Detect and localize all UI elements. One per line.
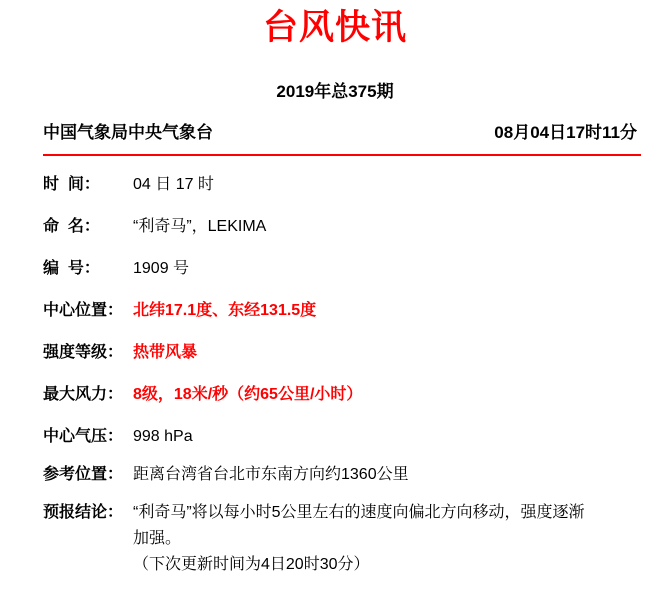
- field-row-center-position: [43, 301, 640, 321]
- page-title: 台风快讯: [262, 8, 407, 47]
- field-label-forecast: 预报结论：: [43, 504, 124, 521]
- field-label-center-pressure: 中心气压：: [43, 428, 124, 445]
- field-value-name: “利奇马”，LEKIMA: [133, 218, 267, 235]
- field-label-max-wind: 最大风力：: [43, 386, 124, 403]
- field-value-intensity: 热带风暴: [133, 344, 198, 361]
- issue-number: 2019年总375期: [276, 82, 394, 101]
- field-row-max-wind: [43, 385, 640, 405]
- field-row-number: [43, 259, 640, 279]
- forecast-line-1: “利奇马”将以每小时5公里左右的速度向偏北方向移动，强度逐渐: [133, 504, 585, 521]
- typhoon-bulletin-document: [0, 10, 670, 589]
- divider-line: [43, 154, 641, 156]
- field-value-reference-position: 距离台湾省台北市东南方向约1360公里: [133, 466, 409, 483]
- bulletin-fields: [0, 175, 670, 578]
- field-row-center-pressure: [43, 427, 640, 447]
- field-value-center-position: 北纬17.1度、东经131.5度: [133, 302, 317, 319]
- field-label-number: 编 号：: [43, 260, 100, 277]
- field-label-center-position: 中心位置：: [43, 302, 124, 319]
- publish-time: 08月04日17时11分: [494, 123, 637, 142]
- field-row-forecast: [43, 503, 640, 578]
- field-value-max-wind: 8级，18米/秒（约65公里/小时）: [133, 386, 363, 403]
- header-row: [0, 123, 670, 143]
- field-value-time: 04 日 17 时: [133, 176, 214, 193]
- field-row-reference-position: [43, 465, 640, 485]
- field-value-forecast: [133, 500, 585, 578]
- field-value-center-pressure: 998 hPa: [133, 428, 193, 445]
- field-label-time: 时 间：: [43, 176, 100, 193]
- field-label-name: 命 名：: [43, 218, 100, 235]
- field-row-intensity: [43, 343, 640, 363]
- forecast-line-2: 加强。: [133, 530, 182, 547]
- field-label-intensity: 强度等级：: [43, 344, 124, 361]
- agency-name: 中国气象局中央气象台: [43, 123, 213, 142]
- forecast-note: （下次更新时间为4日20时30分）: [133, 556, 370, 573]
- field-value-number: 1909 号: [133, 260, 190, 277]
- field-row-name: [43, 217, 640, 237]
- field-row-time: [43, 175, 640, 195]
- field-label-reference-position: 参考位置：: [43, 466, 124, 483]
